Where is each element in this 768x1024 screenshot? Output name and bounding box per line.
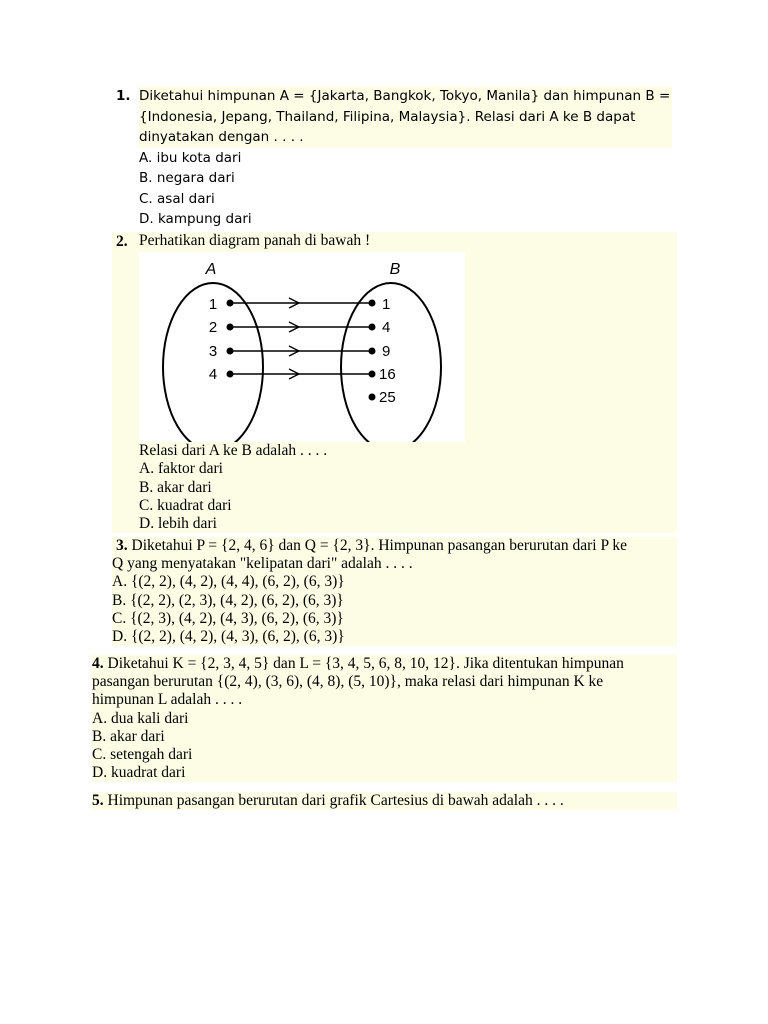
set-b-label: B <box>389 261 401 279</box>
option-a: A. faktor dari <box>139 460 223 478</box>
question-text: Diketahui K = {2, 3, 4, 5} dan L = {3, 4, 5, 6, 8, 10, 12}. Jika ditentukan himpunan <box>107 655 624 672</box>
b-dot <box>369 348 376 355</box>
question-text: Diketahui himpunan A = {Jakarta, Bangkok, Tokyo, Manila} dan himpunan B = {Indonesia, Jepang, Thailand, Filipina, Malaysia}. Relasi dari A ke B dapat dinyatakan dengan . . . . <box>139 86 672 148</box>
question-1 <box>112 86 672 230</box>
question-text-line <box>112 537 677 555</box>
option-d: D. lebih dari <box>139 515 217 533</box>
question-text: Perhatikan diagram panah di bawah ! <box>139 232 371 249</box>
b-element: 16 <box>379 366 396 384</box>
b-dot <box>369 300 376 307</box>
question-text: Diketahui P = {2, 4, 6} dan Q = {2, 3}. Himpunan pasangan berurutan dari P ke <box>131 537 628 554</box>
option-d: D. kampung dari <box>139 211 252 227</box>
question-text-line <box>92 792 677 810</box>
b-element: 25 <box>379 389 396 407</box>
option-c: C. kuadrat dari <box>139 496 232 514</box>
question-number: 2. <box>116 233 128 250</box>
question-prompt: Relasi dari A ke B adalah . . . . <box>139 442 328 460</box>
option-d: D. {(2, 2), (4, 2), (4, 3), (6, 2), (6, 3)} <box>112 628 345 646</box>
a-element: 4 <box>208 366 218 384</box>
question-text: Himpunan pasangan berurutan dari grafik Cartesius di bawah adalah . . . . <box>107 792 564 809</box>
option-c: C. setengah dari <box>92 746 193 764</box>
b-dot <box>369 371 376 378</box>
question-text-line: pasangan berurutan {(2, 4), (3, 6), (4, 8), (5, 10)}, maka relasi dari himpunan K ke <box>92 673 604 691</box>
option-a: A. ibu kota dari <box>139 149 242 166</box>
option-c: C. asal dari <box>139 190 215 207</box>
b-dot <box>369 394 376 401</box>
option-c: C. {(2, 3), (4, 2), (4, 3), (6, 2), (6, 3)} <box>112 609 344 627</box>
a-element: 2 <box>208 319 218 337</box>
b-element: 1 <box>382 296 391 314</box>
b-dot <box>369 324 376 331</box>
question-2 <box>112 232 677 533</box>
set-a-label: A <box>205 261 217 279</box>
question-number: 3. <box>116 537 128 554</box>
question-number: 4. <box>92 655 104 672</box>
question-text-line: himpunan L adalah . . . . <box>92 691 243 709</box>
option-d: D. kuadrat dari <box>92 764 186 782</box>
option-b: B. negara dari <box>139 170 235 186</box>
question-3 <box>112 537 677 646</box>
question-5 <box>92 792 677 810</box>
option-b: B. akar dari <box>92 727 165 745</box>
a-element: 1 <box>208 296 218 314</box>
question-number: 5. <box>92 792 104 809</box>
b-element: 4 <box>382 319 391 337</box>
option-a: A. {(2, 2), (4, 2), (4, 4), (6, 2), (6, 3)} <box>112 573 345 591</box>
a-element: 3 <box>208 343 218 361</box>
option-b: B. akar dari <box>139 478 212 496</box>
option-b: B. {(2, 2), (2, 3), (4, 2), (6, 2), (6, 3)} <box>112 591 344 609</box>
question-4 <box>92 655 677 782</box>
b-element: 9 <box>382 343 391 361</box>
question-text-line: Q yang menyatakan "kelipatan dari" adalah . . . . <box>112 555 413 573</box>
question-text-line <box>92 655 677 673</box>
question-number: 1. <box>116 88 131 104</box>
arrow-diagram <box>139 252 465 442</box>
option-a: A. dua kali dari <box>92 709 189 727</box>
set-b-oval <box>341 283 441 442</box>
